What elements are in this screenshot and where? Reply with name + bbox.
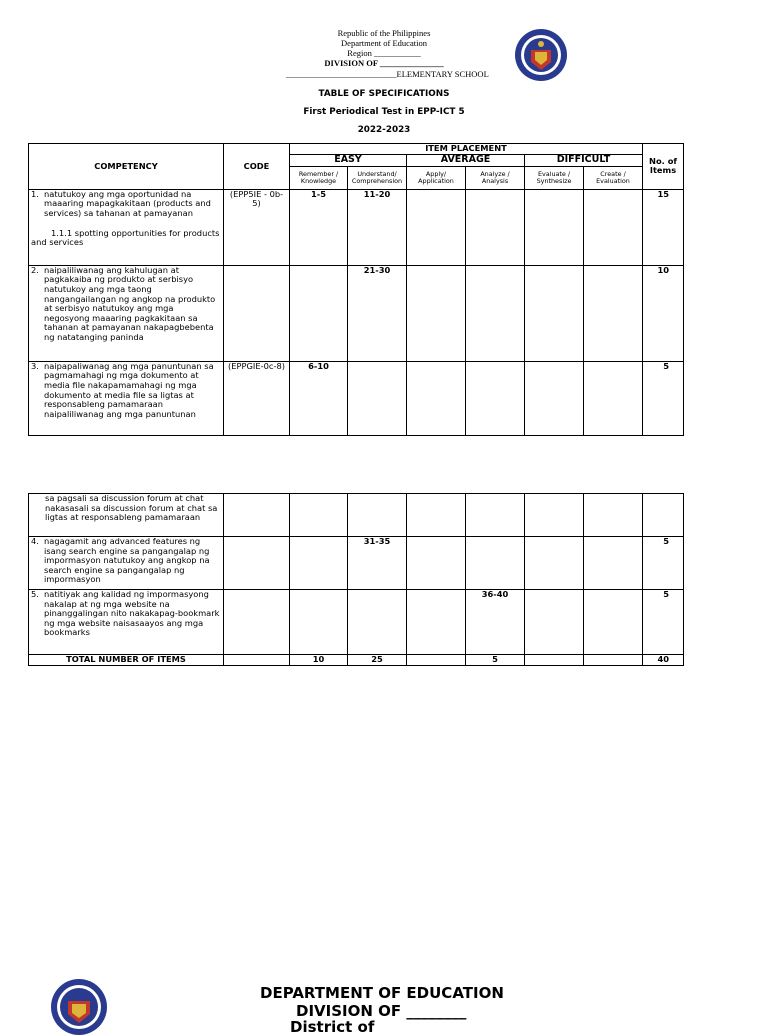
analyze-cell: 36-40	[466, 590, 525, 655]
table-row	[29, 590, 684, 655]
competency-cell	[29, 189, 224, 265]
total-label: TOTAL NUMBER OF ITEMS	[29, 655, 224, 666]
table-row	[29, 537, 684, 590]
sub-evaluate: Evaluate / Synthesize	[525, 166, 584, 189]
table-row	[29, 494, 684, 537]
table-row	[29, 361, 684, 435]
code-cell	[224, 655, 290, 666]
evaluate-cell	[525, 189, 584, 265]
col-code: CODE	[224, 144, 290, 190]
evaluate-cell	[525, 537, 584, 590]
analyze-cell	[466, 537, 525, 590]
create-cell	[584, 265, 643, 361]
item-number: 5.	[31, 589, 39, 599]
analyze-cell	[466, 494, 525, 537]
code-cell	[224, 590, 290, 655]
remember-cell	[290, 494, 348, 537]
understand-cell	[348, 361, 407, 435]
items-cell: 10	[643, 265, 684, 361]
school-year: 2022-2023	[357, 125, 411, 135]
footer-division: DIVISION OF ________	[296, 1002, 467, 1020]
col-difficult: DIFFICULT	[525, 155, 643, 167]
remember-cell: 1-5	[290, 189, 348, 265]
analyze-cell	[466, 189, 525, 265]
item-number: 4.	[31, 536, 39, 546]
total-items: 40	[643, 655, 684, 666]
apply-cell	[407, 361, 466, 435]
division-line: DIVISION OF _______________	[324, 58, 444, 68]
remember-cell	[290, 265, 348, 361]
sub-analyze: Analyze / Analysis	[466, 166, 525, 189]
competency-cell	[29, 590, 224, 655]
evaluate-cell	[525, 361, 584, 435]
competency-text: naipaliliwanag ang kahulugan at pagkakaiba ng produkto at serbisyo natutukoy ang mga taong nangangailangan ng angkop na produkto at serbisyo natutukoy ang mga negosyong maaaring pagkakitaan sa tahanan at pamayanan nakapagbebenta ng natatanging paninda	[44, 265, 216, 342]
understand-cell: 31-35	[348, 537, 407, 590]
deped-line: Department of Education	[341, 38, 427, 48]
school-line	[286, 69, 489, 79]
deped-footer-seal-icon	[50, 978, 108, 1036]
competency-text: sa pagsali sa discussion forum at chat nakasasali sa discussion forum at chat sa ligtas at responsableng pamamaraan	[45, 493, 218, 523]
total-remember: 10	[290, 655, 348, 666]
item-number: 2.	[31, 265, 39, 275]
apply-cell	[407, 494, 466, 537]
table-row	[29, 189, 684, 265]
specifications-table-continued	[28, 493, 684, 666]
total-row	[29, 655, 684, 666]
competency-cell	[29, 265, 224, 361]
table-row	[29, 265, 684, 361]
deped-seal-icon	[514, 28, 568, 82]
item-number: 1.	[31, 189, 39, 199]
competency-text: naipapaliwanag ang mga panuntunan sa pagmamahagi ng mga dokumento at media file nakapamamahagi ng mga dokumento at media file sa ligtas at responsableng pamamaraan naipaliliwanag ang mga panuntunan	[44, 361, 214, 419]
competency-subtext: 1.1.1 spotting opportunities for products and services	[31, 227, 220, 248]
doc-subtitle: First Periodical Test in EPP-ICT 5	[303, 107, 465, 117]
create-cell	[584, 189, 643, 265]
items-cell: 5	[643, 361, 684, 435]
col-average: AVERAGE	[407, 155, 525, 167]
sub-apply: Apply/ Application	[407, 166, 466, 189]
evaluate-cell	[525, 265, 584, 361]
evaluate-cell	[525, 590, 584, 655]
items-cell: 15	[643, 189, 684, 265]
create-cell	[584, 537, 643, 590]
code-cell	[224, 537, 290, 590]
school-text: ELEMENTARY SCHOOL	[396, 69, 489, 79]
analyze-cell	[466, 361, 525, 435]
total-understand: 25	[348, 655, 407, 666]
evaluate-cell	[525, 494, 584, 537]
evaluate-cell	[525, 655, 584, 666]
footer-deped: DEPARTMENT OF EDUCATION	[260, 984, 504, 1002]
apply-cell	[407, 537, 466, 590]
total-analyze: 5	[466, 655, 525, 666]
items-cell: 5	[643, 590, 684, 655]
understand-cell: 21-30	[348, 265, 407, 361]
region-line: Region ___________	[347, 48, 421, 58]
remember-cell	[290, 537, 348, 590]
code-cell	[224, 265, 290, 361]
create-cell	[584, 655, 643, 666]
remember-cell	[290, 590, 348, 655]
col-easy: EASY	[290, 155, 407, 167]
remember-cell: 6-10	[290, 361, 348, 435]
analyze-cell	[466, 265, 525, 361]
competency-cell	[29, 537, 224, 590]
apply-cell	[407, 189, 466, 265]
items-cell: 5	[643, 537, 684, 590]
create-cell	[584, 361, 643, 435]
competency-text: natutukoy ang mga oportunidad na maaaring mapagkakitaan (products and services) sa tahanan at pamayanan	[44, 189, 211, 218]
code-cell: (EPP5IE - 0b-5)	[224, 189, 290, 265]
col-items: No. of Items	[643, 144, 684, 190]
footer-district: District of	[290, 1018, 375, 1036]
apply-cell	[407, 655, 466, 666]
code-cell: (EPPGIE-0c-8)	[224, 361, 290, 435]
create-cell	[584, 590, 643, 655]
apply-cell	[407, 265, 466, 361]
competency-text: nagagamit ang advanced features ng isang search engine sa pangangalap ng impormasyon natutukoy ang angkop na search engine sa pangangalap ng impormasyon	[44, 536, 210, 585]
doc-title: TABLE OF SPECIFICATIONS	[318, 89, 450, 99]
col-item-placement: ITEM PLACEMENT	[290, 144, 643, 155]
understand-cell: 11-20	[348, 189, 407, 265]
competency-cell	[29, 494, 224, 537]
code-cell	[224, 494, 290, 537]
sub-create: Create / Evaluation	[584, 166, 643, 189]
understand-cell	[348, 590, 407, 655]
item-number: 3.	[31, 361, 39, 371]
sub-understand: Understand/ Comprehension	[348, 166, 407, 189]
apply-cell	[407, 590, 466, 655]
understand-cell	[348, 494, 407, 537]
competency-text: natitiyak ang kalidad ng impormasyong nakalap at ng mga website na pinanggalingan nito nakakapag-bookmark ng mga website naisasaayos ang mga bookmarks	[44, 589, 220, 638]
sub-remember: Remember / Knowledge	[290, 166, 348, 189]
school-blank: __________________________	[286, 69, 397, 79]
specifications-table	[28, 143, 684, 436]
col-competency: COMPETENCY	[29, 144, 224, 190]
items-cell	[643, 494, 684, 537]
republic-line: Republic of the Philippines	[337, 28, 431, 38]
competency-cell	[29, 361, 224, 435]
create-cell	[584, 494, 643, 537]
